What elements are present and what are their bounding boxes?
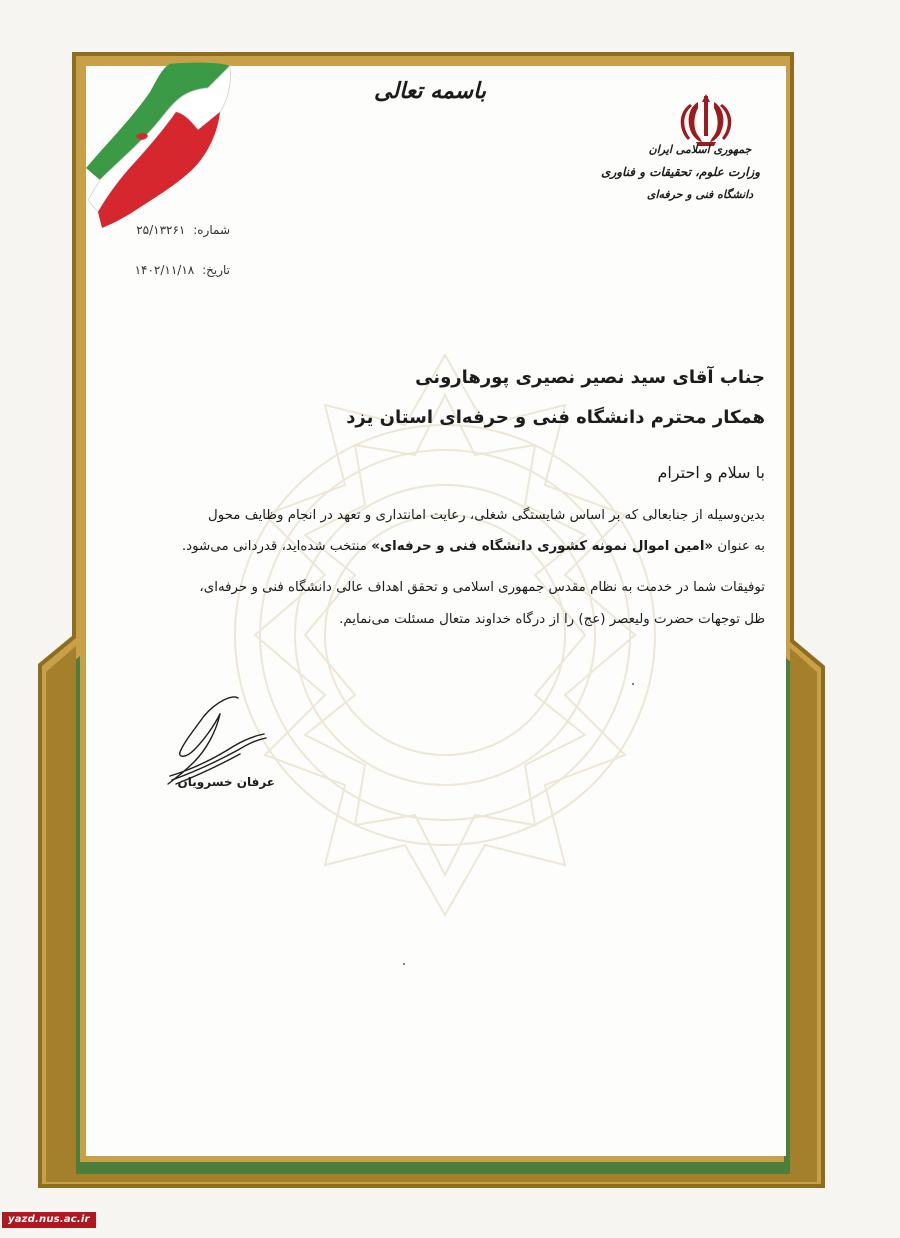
signer-name: عرفان خسرویان bbox=[177, 775, 275, 789]
greeting: با سلام و احترام bbox=[657, 463, 765, 482]
body-line-2 bbox=[118, 539, 765, 554]
letter-date-label: تاریخ: bbox=[202, 263, 230, 277]
letter-number-label: شماره: bbox=[193, 223, 230, 237]
body-line-1: بدین‌وسیله از جنابعالی که بر اساس شایستگی شغلی، رعایت امانتداری و تعهد در انجام وظایف محول bbox=[207, 508, 765, 523]
iran-flag-ribbon bbox=[80, 60, 240, 230]
org-line-university: دانشگاه فنی و حرفه‌ای bbox=[646, 188, 754, 201]
award-title: «امین اموال نمونه کشوری دانشگاه فنی و حرفه‌ای» bbox=[371, 539, 714, 554]
recipient-position: همکار محترم دانشگاه فنی و حرفه‌ای استان یزد bbox=[346, 407, 765, 428]
stray-dot bbox=[632, 683, 634, 685]
stray-dot bbox=[403, 963, 405, 965]
org-line-ministry: وزارت علوم، تحقیقات و فناوری bbox=[601, 165, 760, 179]
recipient-name: جناب آقای سید نصیر نصیری پورهارونی bbox=[415, 367, 765, 388]
body-line-3: توفیقات شما در خدمت به نظام مقدس جمهوری اسلامی و تحقق اهداف عالی دانشگاه فنی و حرفه‌ای، bbox=[199, 580, 765, 595]
letter-number bbox=[120, 223, 230, 237]
body-line-2-prefix: به عنوان bbox=[717, 539, 765, 554]
body-line-4: ظل توجهات حضرت ولیعصر (عج) را از درگاه خداوند متعال مسئلت می‌نمایم. bbox=[339, 612, 765, 627]
invocation-heading: باسمه تعالی bbox=[374, 78, 486, 104]
letter-date-value: ۱۴۰۲/۱۱/۱۸ bbox=[134, 263, 195, 277]
iran-emblem-icon bbox=[676, 92, 736, 148]
source-watermark: yazd.nus.ac.ir bbox=[2, 1212, 96, 1228]
org-line-country: جمهوری اسلامی ایران bbox=[648, 143, 752, 156]
letter-date bbox=[120, 263, 230, 277]
body-line-2-suffix: منتخب شده‌اید، قدردانی می‌شود. bbox=[181, 539, 367, 554]
letter-number-value: ۲۵/۱۳۲۶۱ bbox=[136, 223, 186, 237]
